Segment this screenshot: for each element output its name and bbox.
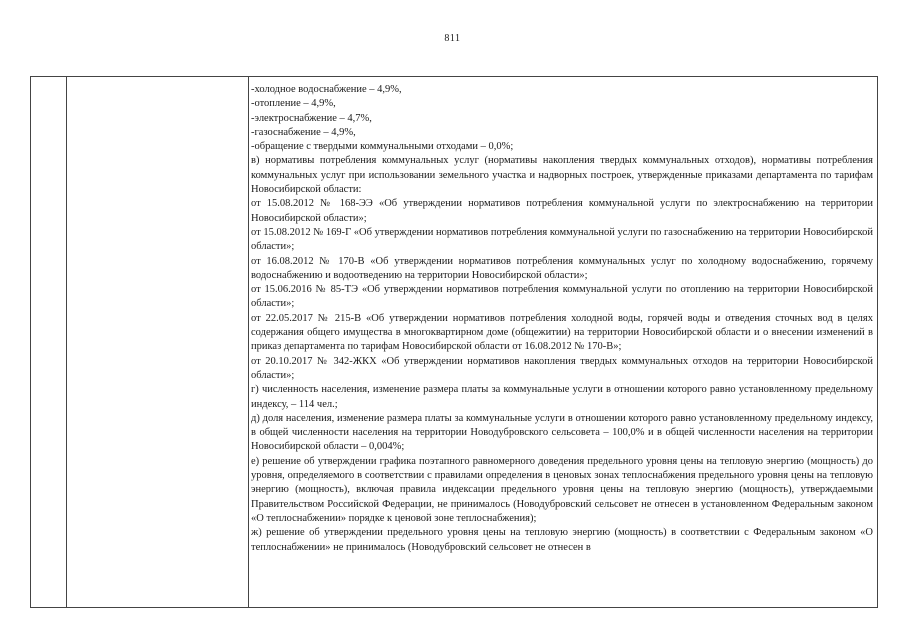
paragraph: г) численность населения, изменение размера платы за коммунальные услуги в отношении которого равно установленному предельному индексу, – 114 чел.;	[251, 384, 873, 410]
page-number: 811	[444, 33, 461, 44]
column-divider	[66, 77, 67, 607]
text-line: -газоснабжение – 4,9%,	[251, 126, 356, 138]
paragraph: е) решение об утверждении графика поэтапного равномерного доведения предельного уровня цены на тепловую энергию (мощность) до уровня, определяемого в соответствии с правилами определения в ценовых зонах теплоснабжения предельного уровня цены на тепловую энергию (мощность), включая правила индексации предельного уровня цены на тепловую энергию (мощность), утверждаемыми Правительством Российской Федерации, не принималось (Новодубровский сельсовет не отнесен в установленном Федеральным законом «О теплоснабжении» порядке к ценовой зоне теплоснабжения);	[251, 455, 873, 524]
paragraph: ж) решение об утверждении предельного уровня цены на тепловую энергию (мощность) в соответствии с Федеральным законом «О теплоснабжении» не принималось (Новодубровский сельсовет не отнесен в	[251, 527, 873, 553]
text-cell	[251, 83, 873, 555]
column-divider	[248, 77, 249, 607]
document-table	[30, 76, 878, 608]
paragraph: от 15.08.2012 № 168-ЭЭ «Об утверждении нормативов потребления коммунальной услуги по электроснабжению на территории Новосибирской области»;	[251, 198, 873, 224]
paragraph: от 15.06.2016 № 85-ТЭ «Об утверждении нормативов потребления коммунальной услуги по отоплению на территории Новосибирской области»;	[251, 284, 873, 310]
text-line: -холодное водоснабжение – 4,9%,	[251, 84, 402, 95]
paragraph: д) доля населения, изменение размера платы за коммунальные услуги в отношении которого равно установленному предельному индексу, в общей численности населения на территории Новодубровского сельсовета – 100,0% и в общей численности населения на территории Новосибирской области – 0,004%;	[251, 412, 873, 453]
text-line: -электроснабжение – 4,7%,	[251, 112, 372, 124]
paragraph: от 20.10.2017 № 342-ЖКХ «Об утверждении нормативов накопления твердых коммунальных отходов на территории Новосибирской области»;	[251, 355, 873, 381]
paragraph: от 15.08.2012 № 169-Г «Об утверждении нормативов потребления коммунальной услуги по газоснабжению на территории Новосибирской области»;	[251, 226, 873, 253]
paragraph: в) нормативы потребления коммунальных услуг (нормативы накопления твердых коммунальных отходов), нормативы потребления коммунальных услуг при использовании земельного участка и надворных построек, утвержденные приказами департамента по тарифам Новосибирской области:	[251, 155, 873, 196]
text-line: -обращение с твердыми коммунальными отходами – 0,0%;	[251, 141, 514, 153]
paragraph: от 22.05.2017 № 215-В «Об утверждении нормативов потребления холодной воды, горячей воды и отведения сточных вод в целях содержания общего имущества в многоквартирном доме (общежитии) на территории Новосибирской области и о внесении изменений в приказ департамента по тарифам Новосибирской области от 16.08.2012 № 170-В»;	[251, 312, 873, 353]
text-line: -отопление – 4,9%,	[251, 98, 336, 110]
paragraph: от 16.08.2012 № 170-В «Об утверждении нормативов потребления коммунальных услуг по холодному водоснабжению, горячему водоснабжению и водоотведению на территории Новосибирской области»;	[251, 255, 873, 281]
